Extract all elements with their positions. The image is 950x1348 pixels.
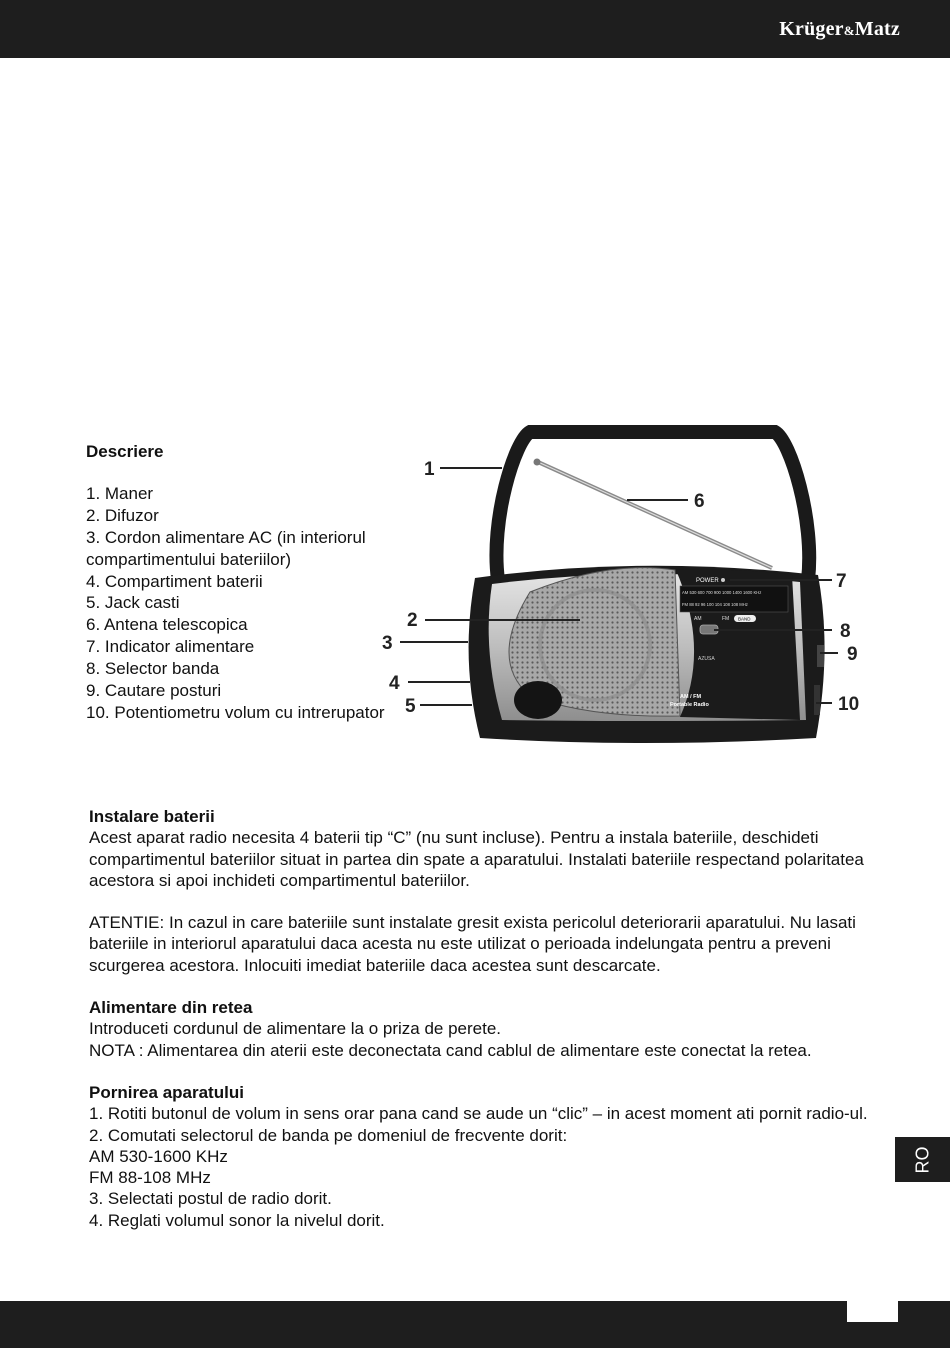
callout-1: 1: [424, 459, 435, 480]
am-scale: AM 530 600 700 900 1000 1400 1600 KHz: [682, 590, 762, 595]
description-title: Descriere: [86, 442, 164, 461]
brand-logo: Krüger&Matz: [779, 18, 900, 40]
list-item: 8. Selector banda: [86, 659, 220, 679]
callout-10: 10: [838, 694, 860, 715]
battery-section: [89, 806, 879, 891]
paragraph: Acest aparat radio necesita 4 baterii tip “C” (nu sunt incluse). Pentru a instala bateriile, deschideti compartimentul bateriilor situat in partea din spate a aparatului. Instalati bateriile respectand polaritatea acestora si apoi inchideti compartimentul bateriilor.: [89, 828, 864, 890]
mains-section: [89, 997, 879, 1061]
list-item: 10. Potentiometru volum cu intrerupator: [86, 702, 385, 722]
paragraph: Introduceti cordunul de alimentare la o priza de perete.: [89, 1019, 502, 1039]
power-indicator: [721, 578, 725, 582]
startup-section: [89, 1082, 879, 1231]
handle-shape: [496, 432, 809, 580]
callout-4: 4: [389, 673, 400, 694]
band-fm-label: FM: [722, 616, 730, 622]
paragraph: ATENTIE: In cazul in care bateriile sunt instalate gresit exista pericolul deteriorarii aparatului. Nu lasati bateriile in interiorul aparatului daca acesta nu este utilizat o perioada indelungata pentru a preveni scurgerea acestora. Inlocuiti imediat bateriile daca acestea sunt descarcate.: [89, 913, 856, 975]
section-title: Pornirea aparatului: [89, 1082, 244, 1102]
list-item: 6. Antena telescopica: [86, 615, 248, 635]
description-block: [86, 441, 406, 724]
list-item: 2. Difuzor: [86, 505, 159, 525]
radio-diagram: [380, 420, 880, 760]
callout-8: 8: [840, 621, 851, 642]
model-line1: AM / FM: [680, 694, 702, 700]
list-item: 1. Maner: [86, 483, 154, 503]
model-line2: Portable Radio: [670, 702, 709, 708]
warning-section: [89, 912, 879, 976]
fm-scale: FM 88 92 96 100 104 108 108 MHz: [682, 602, 748, 607]
list-item: FM 88-108 MHz: [89, 1168, 211, 1188]
list-item: 1. Rotiti butonul de volum in sens orar pana cand se aude un “clic” – in acest moment ati pornit radio-ul.: [89, 1104, 868, 1124]
callout-7: 7: [836, 571, 847, 592]
page-number-box: [847, 1301, 898, 1322]
headphone-jack: [514, 681, 562, 719]
brand-badge: AZUSA: [698, 656, 715, 662]
callout-2: 2: [407, 610, 418, 631]
list-item: 4. Reglati volumul sonor la nivelul dorit.: [89, 1210, 385, 1230]
callout-6: 6: [694, 491, 705, 512]
list-item: 4. Compartiment baterii: [86, 571, 263, 591]
header-bar: [0, 0, 950, 58]
list-item: 7. Indicator alimentare: [86, 637, 255, 657]
tuning-knob: [817, 645, 824, 667]
footer-bar: [0, 1301, 950, 1348]
list-item: 5. Jack casti: [86, 593, 180, 613]
language-tab: RO: [895, 1137, 950, 1182]
section-title: Instalare baterii: [89, 807, 215, 826]
list-item: 2. Comutati selectorul de banda pe domeniul de frecvente dorit:: [89, 1125, 568, 1145]
band-am-label: AM: [694, 616, 702, 622]
band-label: BAND: [738, 616, 751, 622]
paragraph: NOTA : Alimentarea din aterii este deconectata cand cablul de alimentare este conectat la retea.: [89, 1040, 812, 1060]
volume-knob: [814, 685, 820, 715]
callout-9: 9: [847, 644, 858, 665]
list-item: 9. Cautare posturi: [86, 681, 222, 701]
callout-5: 5: [405, 696, 416, 717]
section-title: Alimentare din retea: [89, 998, 253, 1018]
list-item: 3. Cordon alimentare AC (in interiorul compartimentului bateriilor): [86, 527, 366, 569]
list-item: 3. Selectati postul de radio dorit.: [89, 1189, 332, 1209]
power-label: POWER: [696, 578, 719, 584]
instructions: [89, 806, 879, 1252]
list-item: AM 530-1600 KHz: [89, 1146, 228, 1166]
callout-3: 3: [382, 633, 393, 654]
description-list: [86, 483, 406, 724]
